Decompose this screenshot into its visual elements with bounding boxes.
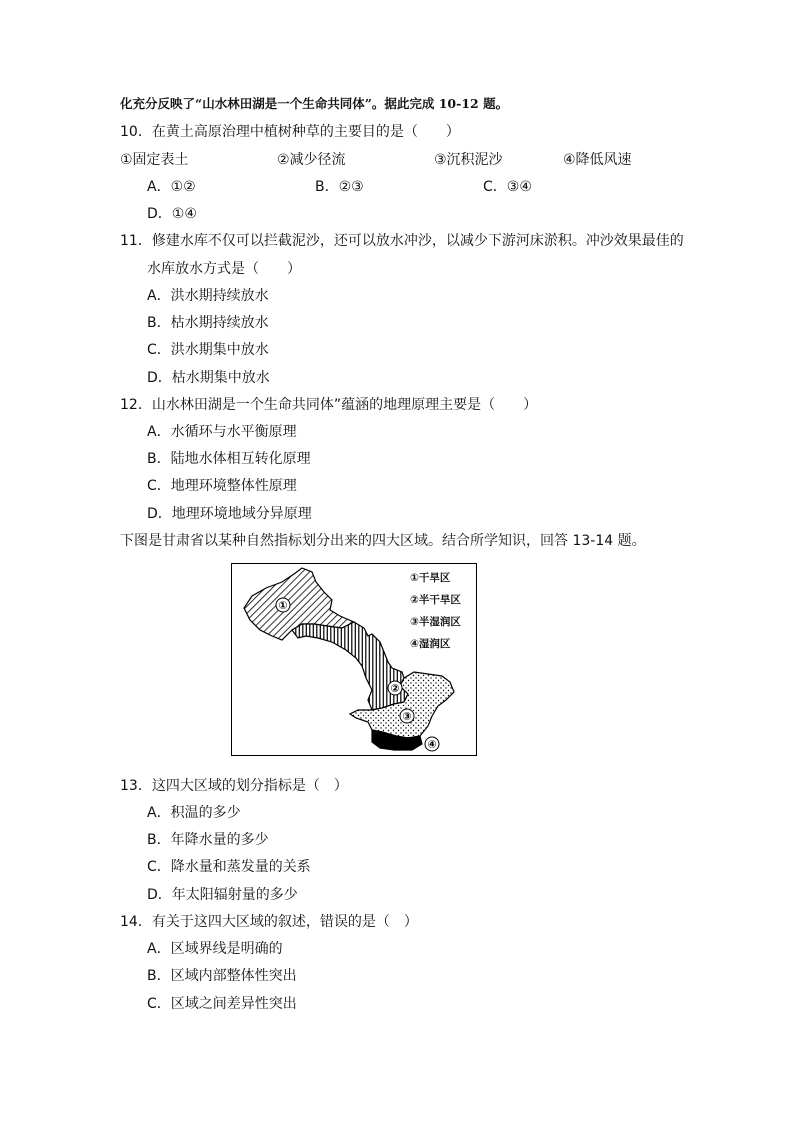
- question-10-stem: 10．在黄土高原治理中植树种草的主要目的是（ ）: [120, 124, 460, 140]
- q14-option-a: A．区域界线是明确的: [147, 941, 283, 957]
- q12-option-c: C．地理环境整体性原理: [147, 478, 297, 494]
- q10-item-2: ②减少径流: [277, 152, 346, 168]
- q11-option-d: D．枯水期集中放水: [147, 370, 270, 386]
- map-label-1: ①: [278, 599, 288, 612]
- intro-text: 化充分反映了“山水林田湖是一个生命共同体”。据此完成 10-12 题。: [120, 96, 509, 111]
- q10-option-c: C．③④: [483, 179, 532, 195]
- q11-option-b: B．枯水期持续放水: [147, 315, 269, 331]
- legend-semi-arid: ②半干旱区: [410, 594, 461, 606]
- q10-option-d: D．①④: [147, 206, 197, 222]
- q13-option-b: B．年降水量的多少: [147, 832, 269, 848]
- legend-semi-humid: ③半湿润区: [410, 616, 461, 628]
- q13-option-d: D．年太阳辐射量的多少: [147, 887, 298, 903]
- q10-option-a: A．①②: [147, 179, 196, 195]
- question-14-stem: 14．有关于这四大区域的叙述，错误的是（ ）: [120, 914, 418, 930]
- q10-item-4: ④降低风速: [563, 152, 632, 168]
- q13-option-c: C．降水量和蒸发量的关系: [147, 859, 311, 875]
- region-semi-arid: [292, 622, 408, 710]
- region-semi-humid: [350, 672, 454, 738]
- map-label-2: ②: [390, 682, 400, 695]
- q12-option-a: A．水循环与水平衡原理: [147, 424, 297, 440]
- question-12-stem: 12．山水林田湖是一个生命共同体”蕴涵的地理原理主要是（ ）: [120, 397, 538, 413]
- q10-item-1: ①固定表土: [120, 152, 189, 168]
- map-label-3: ③: [402, 710, 412, 723]
- gansu-region-map: [231, 563, 477, 756]
- q10-option-b: B．②③: [315, 179, 364, 195]
- map-intro-text: 下图是甘肃省以某种自然指标划分出来的四大区域。结合所学知识，回答 13-14 题。: [120, 533, 646, 549]
- q11-option-a: A．洪水期持续放水: [147, 288, 269, 304]
- q14-option-b: B．区域内部整体性突出: [147, 968, 297, 984]
- question-13-stem: 13．这四大区域的划分指标是（ ）: [120, 778, 348, 794]
- q13-option-a: A．积温的多少: [147, 805, 241, 821]
- question-11-stem-line1: 11．修建水库不仅可以拦截泥沙，还可以放水冲沙，以减少下游河床淤积。冲沙效果最佳的: [120, 233, 684, 249]
- map-label-4: ④: [427, 738, 437, 751]
- q12-option-d: D．地理环境地域分异原理: [147, 506, 312, 522]
- q11-option-c: C．洪水期集中放水: [147, 342, 269, 358]
- legend-humid: ④湿润区: [410, 638, 451, 650]
- question-11-stem-line2: 水库放水方式是（ ）: [147, 261, 301, 277]
- legend-arid: ①干旱区: [410, 572, 451, 584]
- q14-option-c: C．区域之间差异性突出: [147, 996, 297, 1012]
- q12-option-b: B．陆地水体相互转化原理: [147, 451, 311, 467]
- q10-item-3: ③沉积泥沙: [434, 152, 503, 168]
